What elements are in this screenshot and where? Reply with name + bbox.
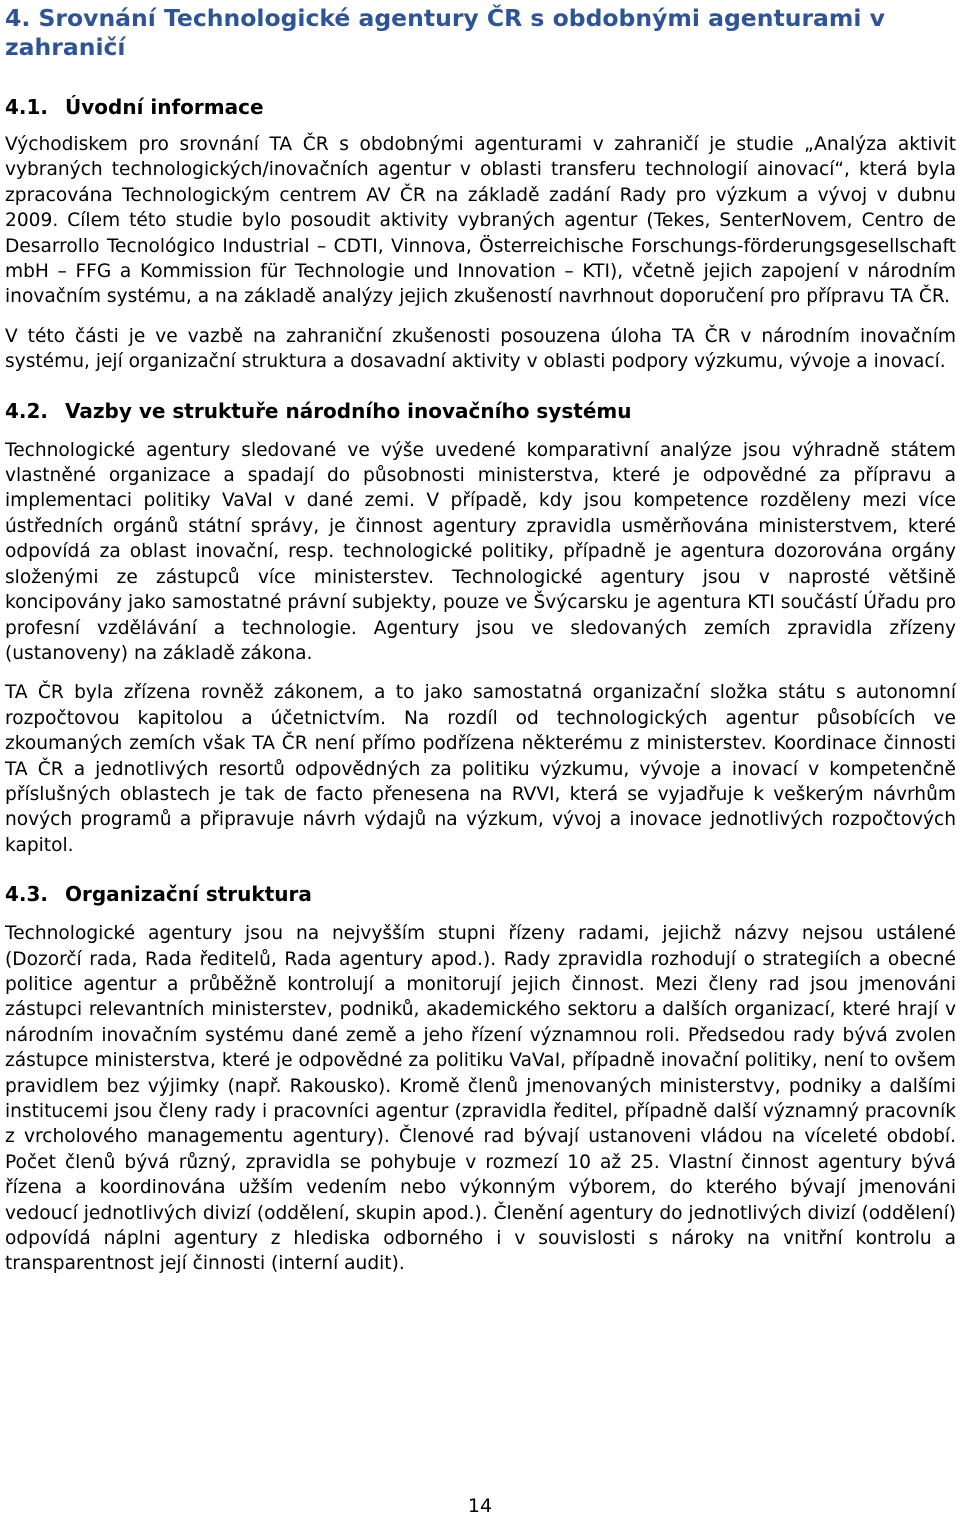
subsection-heading-4-3 bbox=[5, 881, 956, 907]
subsection-title: Vazby ve struktuře národního inovačního systému bbox=[65, 398, 632, 423]
section-number: 4. bbox=[5, 4, 31, 32]
paragraph: TA ČR byla zřízena rovněž zákonem, a to jako samostatná organizační složka státu s autonomní rozpočtovou kapitolou a účetnictvím. Na rozdíl od technologických agentur působících ve zkoumaných zemích však TA ČR není přímo podřízena některému z ministerstev. Koordinace činnosti TA ČR a jednotlivých resortů odpovědných za politiku výzkumu, vývoje a inovací v kompetenčně příslušných oblastech je tak de facto přenesena na RVVI, která se vyjadřuje k veškerým návrhům nových programů a připravuje návrh výdajů na výzkum, vývoj a inovace jednotlivých rozpočtových kapitol. bbox=[5, 682, 956, 856]
document-page bbox=[5, 0, 956, 1277]
paragraph: V této části je ve vazbě na zahraniční zkušenosti posouzena úloha TA ČR v národním inovačním systému, její organizační struktura a dosavadní aktivity v oblasti podpory výzkumu, vývoje a inovací. bbox=[5, 325, 956, 373]
paragraph: Technologické agentury jsou na nejvyšším stupni řízeny radami, jejichž názvy nejsou ustálené (Dozorčí rada, Rada ředitelů, Rada agentury apod.). Rady zpravidla rozhodují o strategiích a obecné politice agentur a průběžně kontrolují a monitorují jejich činnost. Mezi členy rad jsou jmenováni zástupci relevantních ministerstev, podniků, akademického sektoru a dalších organizací, které hrají v národním inovačním systému dané země a jeho řízení významnou roli. Předsedou rady bývá zvolen zástupce ministerstva, které je odpovědné za politiku VaVaI, případně inovační politiky, není to ovšem pravidlem bez výjimky (např. Rakousko). Kromě členů jmenovaných ministerstvy, podniky a dalšími institucemi jsou členy rady i pracovníci agentur (zpravidla ředitel, případně další významný pracovník z vrcholového managementu agentury). Členové rad bývají ustanoveni vládou na víceleté období. Počet členů bývá různý, zpravidla se pohybuje v rozmezí 10 až 25. Vlastní činnost agentury bývá řízena a koordinována užším vedením nebo výkonným výborem, do kterého bývají jmenováni vedoucí jednotlivých divizí (oddělení, skupin apod.). Členění agentury do jednotlivých divizí (oddělení) odpovídá náplni agentury z hlediska odborného i v souvislosti s nároky na vnitřní kontrolu a transparentnost její činnosti (interní audit). bbox=[5, 923, 956, 1275]
subsection-number: 4.2. bbox=[5, 398, 49, 423]
subsection-heading-4-2 bbox=[5, 398, 956, 424]
section-title: Srovnání Technologické agentury ČR s obdobnými agenturami v zahraničí bbox=[5, 4, 885, 61]
subsection-heading-4-1 bbox=[5, 94, 956, 120]
subsection-title: Úvodní informace bbox=[65, 95, 264, 119]
section-heading bbox=[5, 4, 956, 62]
subsection-title: Organizační struktura bbox=[65, 882, 312, 907]
page-number: 14 bbox=[467, 1495, 493, 1517]
subsection-number: 4.3. bbox=[5, 882, 49, 907]
paragraph: Technologické agentury sledované ve výše uvedené komparativní analýze jsou výhradně státem vlastněné organizace a spadají do působnosti ministerstva, které je odpovědné za přípravu a implementaci politiky VaVaI v dané zemi. V případě, kdy jsou kompetence rozděleny mezi více ústředních orgánů státní správy, je činnost agentury zpravidla usměrňována ministerstvem, které odpovídá za oblast inovační, resp. technologické politiky, případně je agentura dozorována orgány složenými ze zástupců více ministerstev. Technologické agentury jsou v naprosté většině koncipovány jako samostatné právní subjekty, pouze ve Švýcarsku je agentura KTI součástí Úřadu pro profesní vzdělávání a technologie. Agentury jsou ve sledovaných zemích zpravidla zřízeny (ustanoveny) na základě zákona. bbox=[5, 439, 956, 664]
subsection-number: 4.1. bbox=[5, 95, 49, 119]
paragraph: Východiskem pro srovnání TA ČR s obdobnými agenturami v zahraničí je studie „Analýza aktivit vybraných technologických/inovačních agentur v oblasti transferu technologií ainovací“, která byla zpracována Technologickým centrem AV ČR na základě zadání Rady pro výzkum a vývoj v dubnu 2009. Cílem této studie bylo posoudit aktivity vybraných agentur (Tekes, SenterNovem, Centro de Desarrollo Tecnológico Industrial – CDTI, Vinnova, Österreichische Forschungs-förderungsgesellschaft mbH – FFG a Kommission für Technologie und Innovation – KTI), včetně jejich zapojení v národním inovačním systému, a na základě analýzy jejich zkušeností navrhnout doporučení pro přípravu TA ČR. bbox=[5, 134, 956, 308]
